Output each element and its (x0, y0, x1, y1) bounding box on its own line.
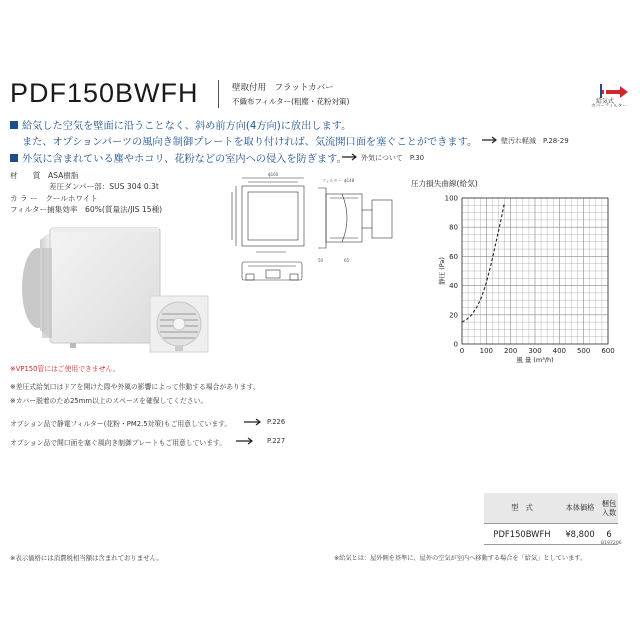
ref-outdoor-air[interactable]: 外気について P.30 (342, 153, 424, 163)
table-header-row (484, 493, 618, 524)
note-space: ※カバー脱着のため25mm以上のスペースを確保してください。 (10, 397, 208, 405)
svg-text:ϕ160: ϕ160 (268, 172, 279, 177)
y-tick-label: 60 (449, 252, 458, 261)
subtitle-filter: 不織布フィルター(粗塵・花粉対策) (232, 97, 350, 106)
logo-text-filter: カバーフィルター (591, 104, 627, 109)
option-plate-ref[interactable]: P.227 (267, 437, 286, 445)
spec-color: カ ラ ー クールホワイト (10, 194, 98, 203)
arrow-right-icon (236, 436, 254, 446)
y-tick-label: 100 (444, 194, 458, 203)
x-tick-label: 500 (576, 347, 591, 355)
y-tick-label: 40 (449, 282, 458, 291)
x-tick-label: 400 (552, 347, 567, 355)
catalog-code: B197206 (601, 541, 622, 546)
footer-tax-note: ※表示価格には消費税相当額は含まれておりません。 (10, 554, 163, 562)
chart-title: 圧力損失曲線(給気) (411, 179, 478, 188)
y-tick-label: 0 (453, 340, 458, 349)
x-tick-label: 600 (601, 347, 615, 355)
header-price: 本体価格 (560, 493, 600, 524)
feature-line-3: 外気に含まれている塵やホコリ、花粉などの室内への侵入を防ぎます。 (10, 150, 347, 165)
cell-model: PDF150BWFH (484, 524, 560, 545)
bullet-square-icon (10, 154, 18, 162)
option-filter-text: オプション品で静電フィルター(花粉・PM2.5対策)もご用意しています。 (10, 420, 232, 428)
dimension-drawing (226, 170, 396, 290)
y-tick-label: 20 (449, 311, 458, 320)
product-photo (10, 218, 210, 356)
pressure-loss-chart (400, 186, 622, 364)
svg-text:65: 65 (344, 258, 350, 263)
cell-qty: 6 (600, 524, 618, 545)
svg-text:50: 50 (318, 258, 324, 263)
header-model: 型 式 (484, 493, 560, 524)
cell-price: ¥8,800 (560, 524, 600, 545)
x-tick-label: 300 (528, 347, 542, 355)
logo-text-supply: 給気式 (596, 98, 615, 105)
table-row (484, 524, 618, 545)
model-title: PDF150BWFH (10, 78, 199, 108)
note-differential: ※差圧式給気口はドアを開けた際や外風の影響によって作動する場合があります。 (10, 383, 260, 391)
arrow-right-icon (342, 153, 358, 161)
y-tick-label: 80 (449, 223, 458, 232)
vp-warning: ※VP150管にはご使用できません。 (10, 365, 120, 373)
spec-material: 材 質 ASA樹脂 (10, 171, 79, 180)
subtitle-mounting: 壁取付用 フラットカバー (232, 83, 334, 93)
x-axis-label: 風 量 (m³/h) (516, 356, 554, 364)
price-table (484, 493, 618, 545)
bullet-square-icon (10, 121, 18, 129)
y-axis-label: 静圧 (Pa) (438, 257, 446, 285)
x-tick-label: 200 (503, 347, 518, 355)
option-filter-ref[interactable]: P.226 (267, 418, 286, 426)
option-plate-text: オプション品で開口面を塞ぐ風向き制御プレートもご用意しています。 (10, 439, 227, 447)
footer-supply-note: ※給気とは：屋外側を基準に、屋外の空気が室内へ移動する場合を「給気」としています。 (334, 555, 587, 562)
feature-line-2: また、オプションパーツの風向き制御プレートを取り付ければ、気流開口面を塞ぐことができます。 (22, 137, 478, 148)
title-divider (218, 80, 219, 108)
spec-damper: 差圧ダンパー部：SUS 304 0.3t (49, 182, 159, 191)
x-tick-label: 0 (459, 347, 465, 355)
ref-wall-dirt[interactable]: 壁汚れ軽減 P.28-29 (482, 136, 569, 146)
pressure-loss-series-line (462, 202, 505, 322)
x-tick-label: 100 (479, 347, 494, 355)
arrow-right-icon (244, 417, 262, 427)
svg-text:フィルター: フィルター (322, 178, 342, 183)
feature-line-1: 給気した空気を壁面に沿うことなく、斜め前方向(4方向)に放出します。 (10, 117, 351, 132)
svg-text:ϕ148: ϕ148 (344, 178, 355, 183)
spec-filter: フィルター捕集効率 60%(質量法/JIS 15種) (10, 205, 163, 214)
arrow-right-icon (482, 136, 498, 144)
header-qty: 梱包入数 (600, 493, 618, 524)
